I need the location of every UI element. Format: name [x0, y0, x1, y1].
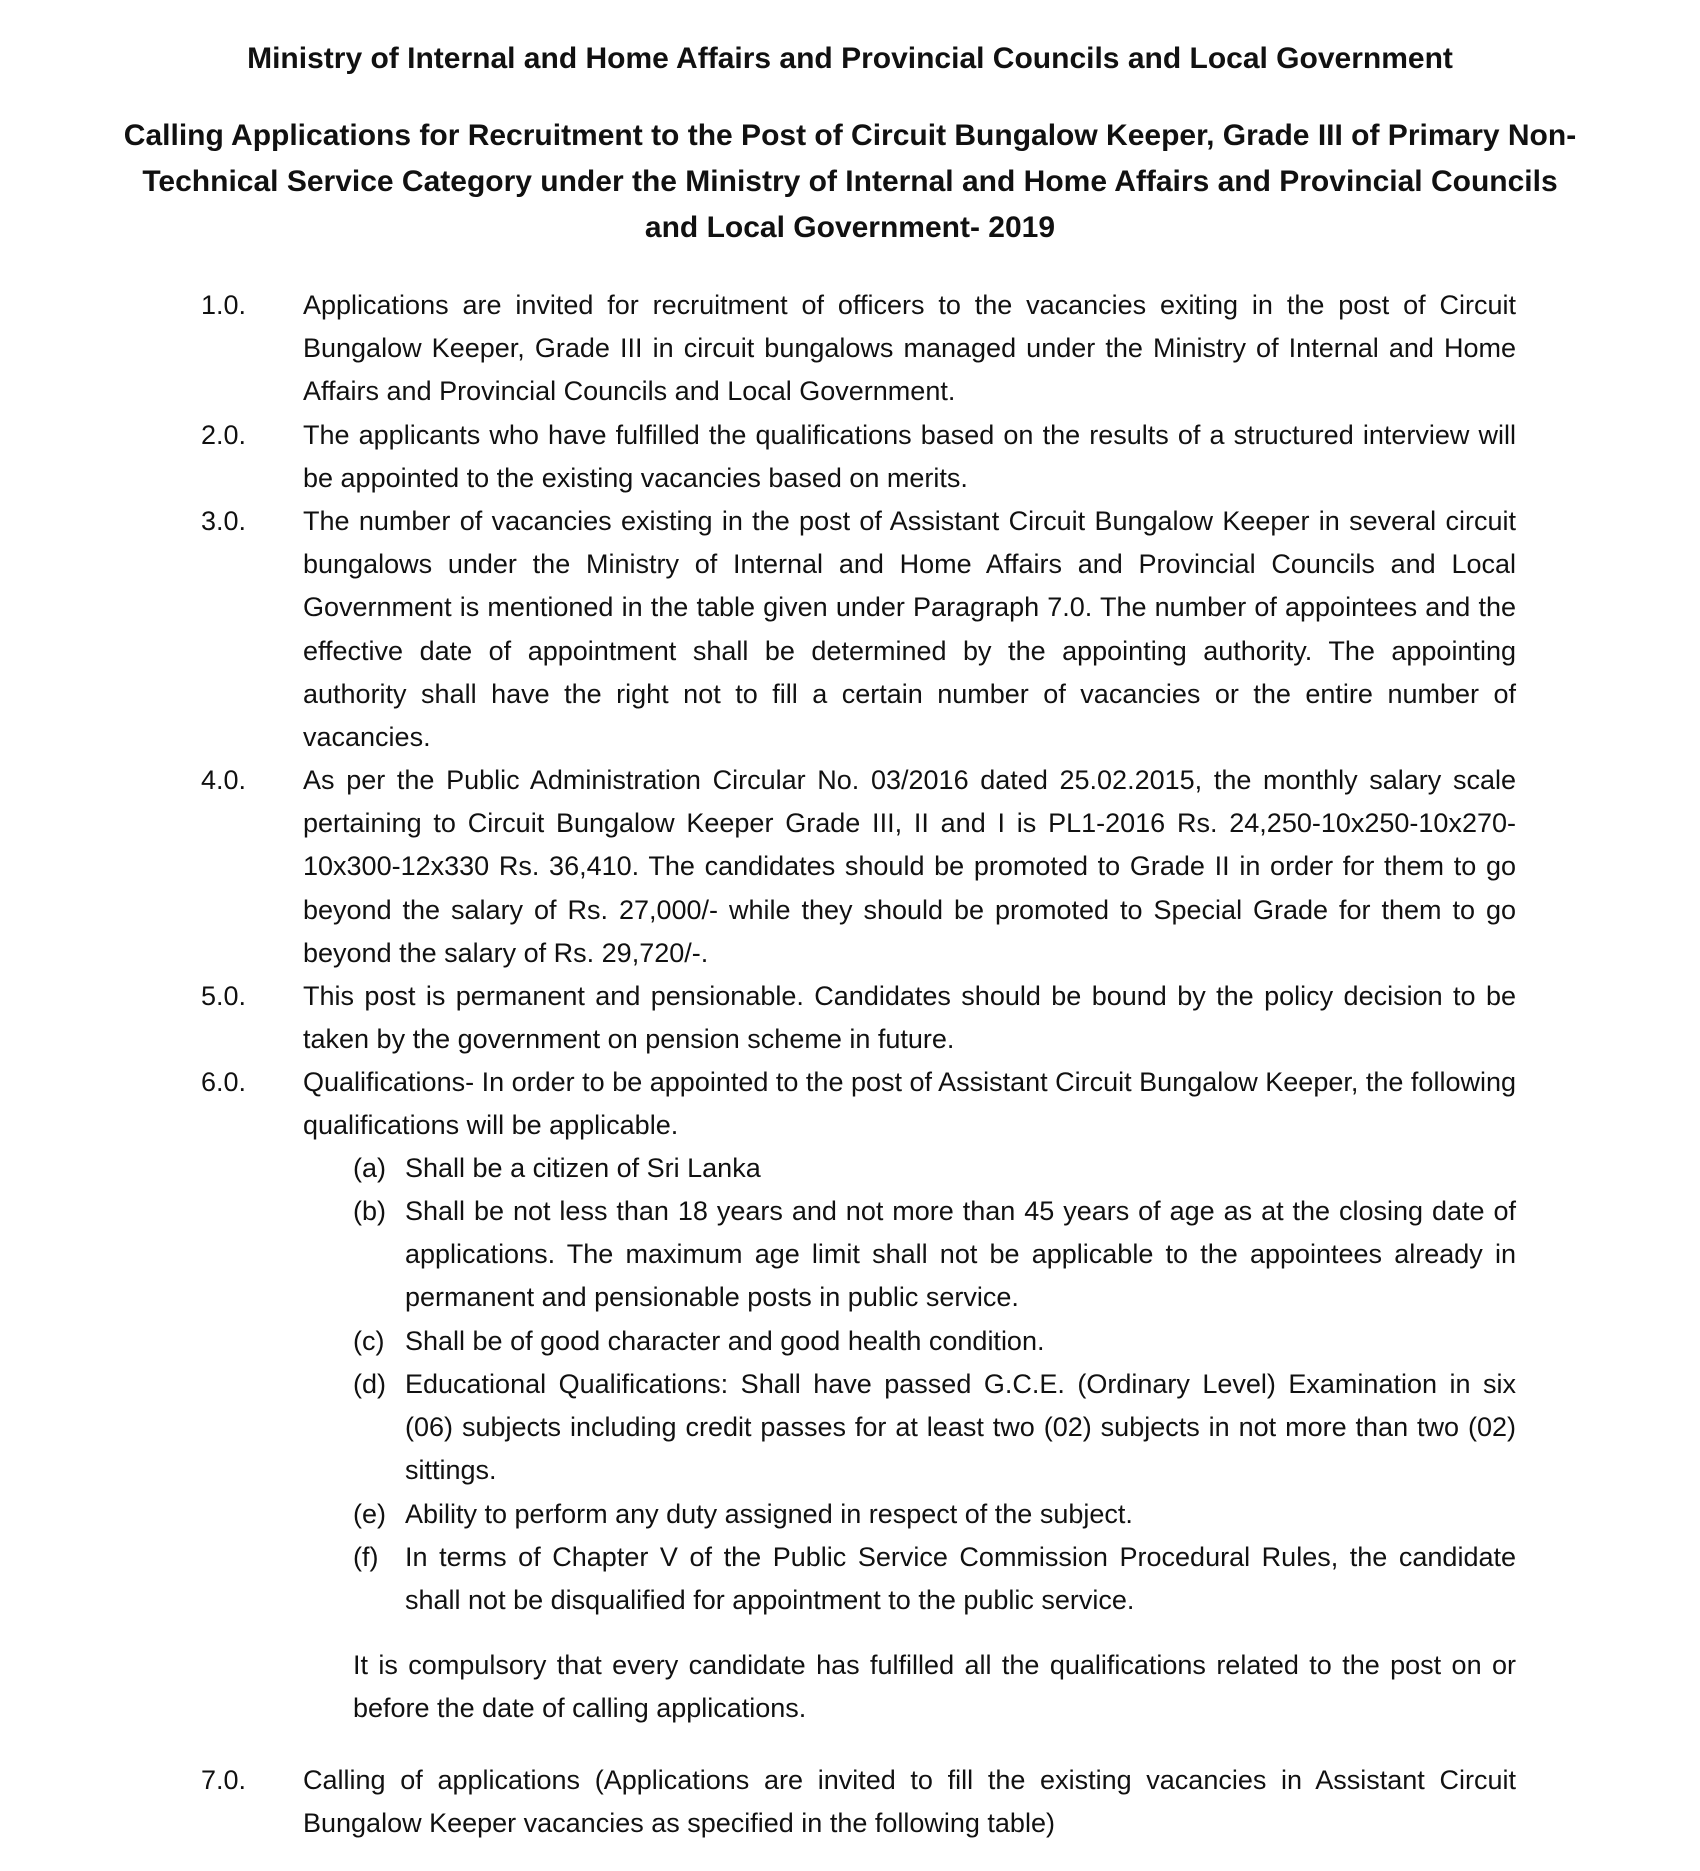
notice-title: Calling Applications for Recruitment to the Post of Circuit Bungalow Keeper, Grade III of Primary Non-Technical Service Category under the Ministry of Internal and Home Affairs and Provincial Councils and Local Government- 2019: [123, 119, 1577, 244]
paragraph-number: 4.0.: [201, 765, 247, 795]
paragraph-text: The number of vacancies existing in the post of Assistant Circuit Bungalow Keeper in several circuit bungalows under the Ministry of Internal and Home Affairs and Provincial Councils and Local Government is mentioned in the table given under Paragraph 7.0. The number of appointees and the effective date of appointment shall be determined by the appointing authority. The appointing authority shall have the right not to fill a certain number of vacancies or the entire number of vacancies.: [303, 506, 1516, 753]
paragraph-number: 3.0.: [201, 506, 247, 536]
qualification-label: (a): [353, 1153, 386, 1183]
paragraph-text: Calling of applications (Applications are invited to fill the existing vacancies in Assistant Circuit Bungalow Keeper vacancies as specified in the following table): [303, 1765, 1516, 1839]
qualification-text: Ability to perform any duty assigned in respect of the subject.: [405, 1499, 1133, 1529]
paragraph-number: 1.0.: [201, 290, 247, 320]
paragraph-text: The applicants who have fulfilled the qualifications based on the results of a structured interview will be appointed to the existing vacancies based on merits.: [303, 420, 1516, 494]
paragraph-text: As per the Public Administration Circular No. 03/2016 dated 25.02.2015, the monthly salary scale pertaining to Circuit Bungalow Keeper Grade III, II and I is PL1-2016 Rs. 24,250-10x250-10x270-10x300-12x330 Rs. 36,410. The candidates should be promoted to Grade II in order for them to go beyond the salary of Rs. 27,000/- while they should be promoted to Special Grade for them to go beyond the salary of Rs. 29,720/-.: [303, 765, 1516, 968]
qualification-label: (d): [353, 1369, 386, 1399]
qualification-label: (e): [353, 1499, 386, 1529]
qualification-label: (b): [353, 1196, 386, 1226]
qualification-note: It is compulsory that every candidate has fulfilled all the qualifications related to the post on or before the date of calling applications.: [353, 1650, 1516, 1724]
paragraph-number: 7.0.: [201, 1765, 247, 1795]
qualification-text: Shall be of good character and good health condition.: [405, 1326, 1045, 1356]
paragraph-number: 6.0.: [201, 1067, 247, 1097]
paragraph-text: Qualifications- In order to be appointed to the post of Assistant Circuit Bungalow Keeper, the following qualifications will be applicable.: [303, 1067, 1516, 1141]
paragraph-number: 5.0.: [201, 981, 247, 1011]
qualification-text: Shall be a citizen of Sri Lanka: [405, 1153, 761, 1183]
qualification-label: (c): [353, 1326, 385, 1356]
paragraph-text: Applications are invited for recruitment of officers to the vacancies exiting in the post of Circuit Bungalow Keeper, Grade III in circuit bungalows managed under the Ministry of Internal and Home Affairs and Provincial Councils and Local Government.: [303, 290, 1516, 407]
qualification-label: (f): [353, 1542, 379, 1572]
qualification-text: Educational Qualifications: Shall have passed G.C.E. (Ordinary Level) Examination in six (06) subjects including credit passes for at least two (02) subjects in not more than two (02) sittings.: [405, 1369, 1516, 1486]
qualification-text: Shall be not less than 18 years and not more than 45 years of age as at the closing date of applications. The maximum age limit shall not be applicable to the appointees already in permanent and pensionable posts in public service.: [405, 1196, 1516, 1313]
paragraph-number: 2.0.: [201, 420, 247, 450]
qualification-text: In terms of Chapter V of the Public Service Commission Procedural Rules, the candidate shall not be disqualified for appointment to the public service.: [405, 1542, 1516, 1616]
ministry-title: Ministry of Internal and Home Affairs and Provincial Councils and Local Government: [247, 42, 1453, 75]
paragraph-text: This post is permanent and pensionable. Candidates should be bound by the policy decision to be taken by the government on pension scheme in future.: [303, 981, 1516, 1055]
